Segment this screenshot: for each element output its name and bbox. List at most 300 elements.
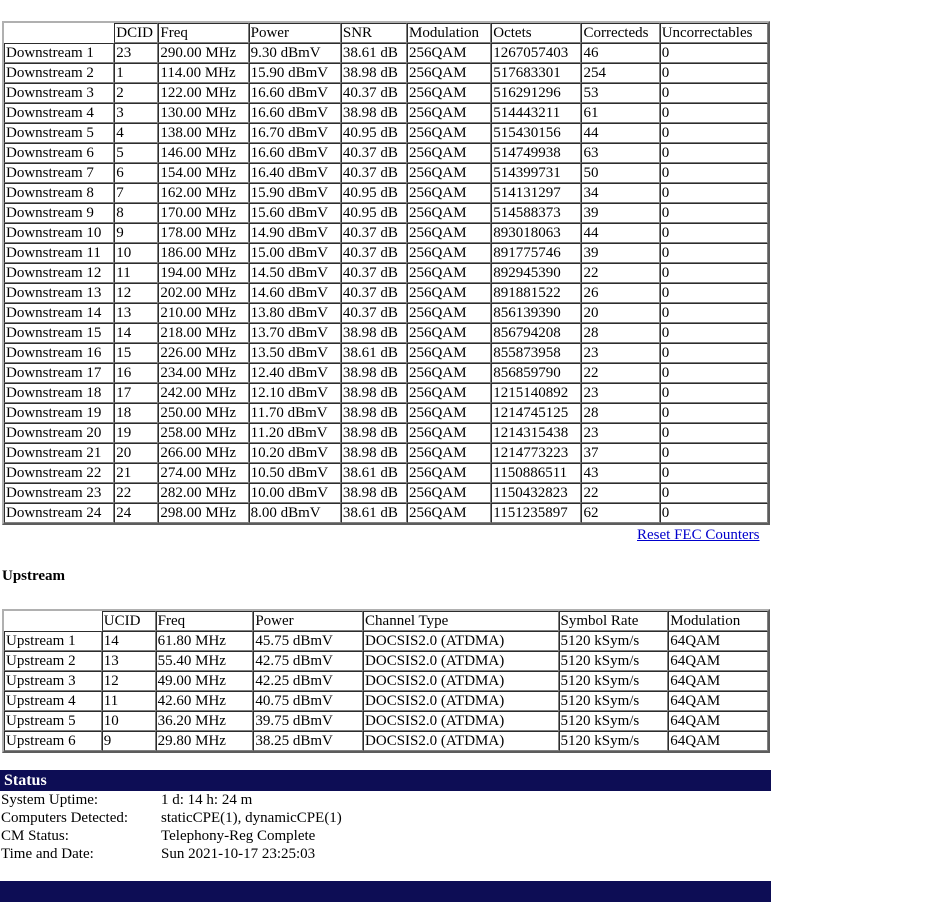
downstream-table-cell: 218.00 MHz bbox=[158, 323, 248, 343]
upstream-table-row bbox=[4, 671, 768, 691]
downstream-column-header: Modulation bbox=[407, 23, 491, 43]
downstream-table-cell: 22 bbox=[581, 263, 659, 283]
downstream-table-cell: 856139390 bbox=[491, 303, 581, 323]
downstream-table-cell: Downstream 19 bbox=[4, 403, 114, 423]
downstream-table-cell: 2 bbox=[114, 83, 158, 103]
downstream-table-cell: 21 bbox=[114, 463, 158, 483]
upstream-table-cell: 12 bbox=[102, 671, 156, 691]
downstream-table-cell: 515430156 bbox=[491, 123, 581, 143]
downstream-table-cell: 40.37 dB bbox=[341, 163, 407, 183]
downstream-table-cell: 0 bbox=[660, 123, 768, 143]
downstream-table-cell: 8.00 dBmV bbox=[249, 503, 341, 523]
downstream-table-cell: 17 bbox=[114, 383, 158, 403]
downstream-table-cell: 0 bbox=[660, 203, 768, 223]
downstream-column-header: Uncorrectables bbox=[660, 23, 768, 43]
downstream-table-cell: 258.00 MHz bbox=[158, 423, 248, 443]
downstream-table-cell: 19 bbox=[114, 423, 158, 443]
downstream-table-cell: 8 bbox=[114, 203, 158, 223]
downstream-table-cell: 186.00 MHz bbox=[158, 243, 248, 263]
upstream-column-header bbox=[4, 611, 102, 631]
downstream-table-cell: 43 bbox=[581, 463, 659, 483]
downstream-table-row bbox=[4, 443, 768, 463]
status-value: Sun 2021-10-17 23:25:03 bbox=[161, 846, 316, 862]
downstream-table-cell: Downstream 7 bbox=[4, 163, 114, 183]
downstream-table-cell: 516291296 bbox=[491, 83, 581, 103]
upstream-column-header: Freq bbox=[156, 611, 254, 631]
downstream-table-row bbox=[4, 143, 768, 163]
downstream-table-cell: 38.98 dB bbox=[341, 63, 407, 83]
downstream-table-cell: 256QAM bbox=[407, 183, 491, 203]
downstream-table-cell: 11.20 dBmV bbox=[249, 423, 341, 443]
downstream-header-row bbox=[4, 23, 768, 43]
upstream-table-cell: 11 bbox=[102, 691, 156, 711]
downstream-table-cell: 62 bbox=[581, 503, 659, 523]
downstream-table-cell: 40.37 dB bbox=[341, 243, 407, 263]
downstream-table-cell: 11.70 dBmV bbox=[249, 403, 341, 423]
downstream-table-cell: 256QAM bbox=[407, 223, 491, 243]
downstream-table-cell: Downstream 2 bbox=[4, 63, 114, 83]
downstream-table-cell: 38.98 dB bbox=[341, 383, 407, 403]
upstream-table-cell: 64QAM bbox=[668, 671, 768, 691]
downstream-table-cell: Downstream 6 bbox=[4, 143, 114, 163]
downstream-table-cell: 15.90 dBmV bbox=[249, 63, 341, 83]
downstream-table-cell: Downstream 15 bbox=[4, 323, 114, 343]
downstream-table-cell: 13.50 dBmV bbox=[249, 343, 341, 363]
upstream-table-cell: DOCSIS2.0 (ATDMA) bbox=[363, 731, 558, 751]
downstream-table-cell: 16.70 dBmV bbox=[249, 123, 341, 143]
downstream-table-cell: Downstream 13 bbox=[4, 283, 114, 303]
downstream-table-cell: 1215140892 bbox=[491, 383, 581, 403]
status-section-header: Status bbox=[0, 770, 771, 791]
downstream-table-cell: 23 bbox=[581, 423, 659, 443]
reset-fec-counters-link[interactable]: Reset FEC Counters bbox=[637, 527, 760, 543]
downstream-table-cell: 256QAM bbox=[407, 143, 491, 163]
downstream-table-cell: 514443211 bbox=[491, 103, 581, 123]
downstream-table-row bbox=[4, 463, 768, 483]
upstream-table-cell: 9 bbox=[102, 731, 156, 751]
downstream-table-cell: 256QAM bbox=[407, 263, 491, 283]
status-label: CM Status: bbox=[1, 828, 69, 844]
downstream-table-cell: 38.61 dB bbox=[341, 503, 407, 523]
upstream-table-cell: 10 bbox=[102, 711, 156, 731]
downstream-table-cell: 40.37 dB bbox=[341, 223, 407, 243]
downstream-table-row bbox=[4, 283, 768, 303]
downstream-table-cell: 0 bbox=[660, 63, 768, 83]
downstream-table-cell: Downstream 9 bbox=[4, 203, 114, 223]
downstream-table-cell: 61 bbox=[581, 103, 659, 123]
downstream-table-cell: 242.00 MHz bbox=[158, 383, 248, 403]
downstream-table-cell: 1214745125 bbox=[491, 403, 581, 423]
downstream-column-header: Octets bbox=[491, 23, 581, 43]
downstream-table-cell: 514749938 bbox=[491, 143, 581, 163]
downstream-table-cell: 256QAM bbox=[407, 103, 491, 123]
upstream-table-cell: 38.25 dBmV bbox=[253, 731, 363, 751]
downstream-table-cell: 250.00 MHz bbox=[158, 403, 248, 423]
downstream-column-header: DCID bbox=[114, 23, 158, 43]
downstream-table-cell: 0 bbox=[660, 83, 768, 103]
status-value: staticCPE(1), dynamicCPE(1) bbox=[161, 810, 342, 826]
downstream-table-cell: 0 bbox=[660, 363, 768, 383]
downstream-table-cell: 10.00 dBmV bbox=[249, 483, 341, 503]
upstream-table-cell: DOCSIS2.0 (ATDMA) bbox=[363, 691, 558, 711]
downstream-table-cell: 256QAM bbox=[407, 443, 491, 463]
downstream-table bbox=[2, 21, 770, 525]
downstream-table-row bbox=[4, 343, 768, 363]
downstream-table-cell: 9.30 dBmV bbox=[249, 43, 341, 63]
upstream-column-header: UCID bbox=[102, 611, 156, 631]
downstream-table-row bbox=[4, 243, 768, 263]
downstream-table-cell: 0 bbox=[660, 103, 768, 123]
downstream-table-cell: 38.98 dB bbox=[341, 363, 407, 383]
downstream-table-cell: 16.60 dBmV bbox=[249, 83, 341, 103]
downstream-table-cell: 162.00 MHz bbox=[158, 183, 248, 203]
status-table bbox=[1, 791, 342, 863]
downstream-table-cell: Downstream 18 bbox=[4, 383, 114, 403]
downstream-table-cell: 256QAM bbox=[407, 163, 491, 183]
downstream-table-cell: 37 bbox=[581, 443, 659, 463]
downstream-table-cell: 210.00 MHz bbox=[158, 303, 248, 323]
upstream-table-cell: 5120 kSym/s bbox=[559, 631, 669, 651]
upstream-column-header: Modulation bbox=[668, 611, 768, 631]
downstream-table-cell: 40.95 dB bbox=[341, 203, 407, 223]
downstream-column-header bbox=[4, 23, 114, 43]
downstream-table-cell: 256QAM bbox=[407, 43, 491, 63]
downstream-table-row bbox=[4, 483, 768, 503]
downstream-table-cell: 517683301 bbox=[491, 63, 581, 83]
downstream-table-cell: 256QAM bbox=[407, 423, 491, 443]
upstream-table-cell: 49.00 MHz bbox=[156, 671, 254, 691]
downstream-table-cell: Downstream 22 bbox=[4, 463, 114, 483]
downstream-table-row bbox=[4, 303, 768, 323]
downstream-table-cell: 16.60 dBmV bbox=[249, 103, 341, 123]
upstream-table-row bbox=[4, 711, 768, 731]
downstream-table-cell: 114.00 MHz bbox=[158, 63, 248, 83]
downstream-table-cell: 22 bbox=[581, 363, 659, 383]
downstream-table-cell: 256QAM bbox=[407, 203, 491, 223]
downstream-table-row bbox=[4, 363, 768, 383]
downstream-table-cell: Downstream 3 bbox=[4, 83, 114, 103]
downstream-table-cell: 28 bbox=[581, 323, 659, 343]
downstream-table-cell: 138.00 MHz bbox=[158, 123, 248, 143]
downstream-table-cell: 256QAM bbox=[407, 83, 491, 103]
downstream-table-cell: Downstream 11 bbox=[4, 243, 114, 263]
downstream-table-cell: 256QAM bbox=[407, 323, 491, 343]
status-label: System Uptime: bbox=[1, 792, 99, 808]
upstream-table-cell: 14 bbox=[102, 631, 156, 651]
upstream-table-row bbox=[4, 631, 768, 651]
upstream-heading: Upstream bbox=[2, 568, 66, 584]
downstream-table-cell: 12.40 dBmV bbox=[249, 363, 341, 383]
downstream-table-row bbox=[4, 503, 768, 523]
downstream-table-cell: 44 bbox=[581, 123, 659, 143]
upstream-table-cell: 29.80 MHz bbox=[156, 731, 254, 751]
downstream-table-cell: 0 bbox=[660, 263, 768, 283]
downstream-table-cell: 15 bbox=[114, 343, 158, 363]
downstream-table-cell: 0 bbox=[660, 343, 768, 363]
downstream-table-cell: 856794208 bbox=[491, 323, 581, 343]
downstream-table-cell: 11 bbox=[114, 263, 158, 283]
downstream-table-cell: 14 bbox=[114, 323, 158, 343]
downstream-table-cell: 274.00 MHz bbox=[158, 463, 248, 483]
downstream-table-cell: 23 bbox=[581, 343, 659, 363]
downstream-table-cell: 298.00 MHz bbox=[158, 503, 248, 523]
downstream-table-cell: 23 bbox=[114, 43, 158, 63]
downstream-table-cell: 14.50 dBmV bbox=[249, 263, 341, 283]
upstream-table-cell: 42.25 dBmV bbox=[253, 671, 363, 691]
status-row bbox=[1, 791, 342, 809]
status-label: Time and Date: bbox=[1, 846, 94, 862]
downstream-table-cell: Downstream 23 bbox=[4, 483, 114, 503]
upstream-table-cell: 64QAM bbox=[668, 651, 768, 671]
downstream-table-cell: 14.60 dBmV bbox=[249, 283, 341, 303]
downstream-table-cell: 53 bbox=[581, 83, 659, 103]
downstream-table-cell: Downstream 12 bbox=[4, 263, 114, 283]
downstream-table-cell: 40.37 dB bbox=[341, 303, 407, 323]
downstream-table-cell: 9 bbox=[114, 223, 158, 243]
upstream-table-cell: 5120 kSym/s bbox=[559, 651, 669, 671]
downstream-table-row bbox=[4, 183, 768, 203]
downstream-table-cell: 38.98 dB bbox=[341, 423, 407, 443]
downstream-table-cell: 34 bbox=[581, 183, 659, 203]
downstream-table-cell: 893018063 bbox=[491, 223, 581, 243]
downstream-table-row bbox=[4, 403, 768, 423]
downstream-table-cell: 18 bbox=[114, 403, 158, 423]
downstream-table-cell: 3 bbox=[114, 103, 158, 123]
upstream-table-cell: 5120 kSym/s bbox=[559, 731, 669, 751]
upstream-table-cell: DOCSIS2.0 (ATDMA) bbox=[363, 651, 558, 671]
downstream-table-cell: 10.20 dBmV bbox=[249, 443, 341, 463]
downstream-table-cell: Downstream 17 bbox=[4, 363, 114, 383]
downstream-table-cell: 0 bbox=[660, 403, 768, 423]
downstream-table-cell: 15.60 dBmV bbox=[249, 203, 341, 223]
upstream-table-cell: 40.75 dBmV bbox=[253, 691, 363, 711]
downstream-table-cell: 202.00 MHz bbox=[158, 283, 248, 303]
downstream-table-cell: 24 bbox=[114, 503, 158, 523]
downstream-table-cell: 22 bbox=[114, 483, 158, 503]
downstream-table-cell: 15.00 dBmV bbox=[249, 243, 341, 263]
downstream-table-cell: 122.00 MHz bbox=[158, 83, 248, 103]
downstream-table-cell: 0 bbox=[660, 443, 768, 463]
downstream-table-cell: 13 bbox=[114, 303, 158, 323]
downstream-table-row bbox=[4, 43, 768, 63]
upstream-table-row bbox=[4, 691, 768, 711]
downstream-table-cell: 0 bbox=[660, 283, 768, 303]
downstream-column-header: SNR bbox=[341, 23, 407, 43]
downstream-table-cell: 12 bbox=[114, 283, 158, 303]
upstream-table-cell: DOCSIS2.0 (ATDMA) bbox=[363, 671, 558, 691]
downstream-table-cell: 39 bbox=[581, 203, 659, 223]
downstream-table-cell: 282.00 MHz bbox=[158, 483, 248, 503]
next-section-header bbox=[0, 881, 771, 902]
downstream-table-cell: 154.00 MHz bbox=[158, 163, 248, 183]
upstream-table-cell: 64QAM bbox=[668, 631, 768, 651]
downstream-table-cell: Downstream 24 bbox=[4, 503, 114, 523]
downstream-table-cell: 256QAM bbox=[407, 503, 491, 523]
downstream-table-cell: 16.60 dBmV bbox=[249, 143, 341, 163]
downstream-table-cell: 130.00 MHz bbox=[158, 103, 248, 123]
status-row bbox=[1, 827, 342, 845]
downstream-table-cell: 256QAM bbox=[407, 63, 491, 83]
downstream-table-cell: 26 bbox=[581, 283, 659, 303]
status-label: Computers Detected: bbox=[1, 810, 129, 826]
status-row bbox=[1, 845, 342, 863]
upstream-table-cell: 64QAM bbox=[668, 731, 768, 751]
upstream-table-cell: 64QAM bbox=[668, 691, 768, 711]
downstream-table-cell: 40.37 dB bbox=[341, 283, 407, 303]
downstream-table-cell: 891881522 bbox=[491, 283, 581, 303]
upstream-column-header: Channel Type bbox=[363, 611, 558, 631]
downstream-table-cell: Downstream 5 bbox=[4, 123, 114, 143]
downstream-table-cell: 0 bbox=[660, 243, 768, 263]
downstream-table-cell: 178.00 MHz bbox=[158, 223, 248, 243]
downstream-table-cell: 1150432823 bbox=[491, 483, 581, 503]
upstream-column-header: Symbol Rate bbox=[559, 611, 669, 631]
upstream-table-cell: Upstream 1 bbox=[4, 631, 102, 651]
downstream-table-cell: 256QAM bbox=[407, 483, 491, 503]
downstream-table-cell: 254 bbox=[581, 63, 659, 83]
downstream-table-cell: 0 bbox=[660, 483, 768, 503]
downstream-table-cell: 40.37 dB bbox=[341, 143, 407, 163]
downstream-table-cell: 14.90 dBmV bbox=[249, 223, 341, 243]
downstream-table-cell: 256QAM bbox=[407, 343, 491, 363]
downstream-table-cell: 256QAM bbox=[407, 123, 491, 143]
downstream-table-cell: 13.70 dBmV bbox=[249, 323, 341, 343]
downstream-table-cell: 0 bbox=[660, 223, 768, 243]
downstream-table-cell: 4 bbox=[114, 123, 158, 143]
downstream-table-cell: 170.00 MHz bbox=[158, 203, 248, 223]
upstream-table-cell: 61.80 MHz bbox=[156, 631, 254, 651]
downstream-table-row bbox=[4, 163, 768, 183]
downstream-table-cell: 1151235897 bbox=[491, 503, 581, 523]
downstream-table-cell: 0 bbox=[660, 163, 768, 183]
downstream-table-row bbox=[4, 203, 768, 223]
upstream-table-row bbox=[4, 731, 768, 751]
downstream-table-cell: 10.50 dBmV bbox=[249, 463, 341, 483]
downstream-table-cell: 16 bbox=[114, 363, 158, 383]
downstream-table-cell: 38.98 dB bbox=[341, 443, 407, 463]
upstream-header-row bbox=[4, 611, 768, 631]
downstream-table-cell: Downstream 1 bbox=[4, 43, 114, 63]
downstream-table-row bbox=[4, 383, 768, 403]
status-row bbox=[1, 809, 342, 827]
downstream-table-cell: 38.98 dB bbox=[341, 103, 407, 123]
downstream-table-cell: Downstream 21 bbox=[4, 443, 114, 463]
downstream-table-cell: 16.40 dBmV bbox=[249, 163, 341, 183]
downstream-table-cell: 0 bbox=[660, 303, 768, 323]
downstream-table-cell: 1214315438 bbox=[491, 423, 581, 443]
downstream-table-cell: 0 bbox=[660, 323, 768, 343]
upstream-table-row bbox=[4, 651, 768, 671]
downstream-table-cell: 290.00 MHz bbox=[158, 43, 248, 63]
downstream-table-row bbox=[4, 103, 768, 123]
downstream-table-cell: 256QAM bbox=[407, 243, 491, 263]
downstream-table-cell: 891775746 bbox=[491, 243, 581, 263]
downstream-column-header: Freq bbox=[158, 23, 248, 43]
downstream-table-cell: 13.80 dBmV bbox=[249, 303, 341, 323]
downstream-table-cell: 1267057403 bbox=[491, 43, 581, 63]
downstream-column-header: Correcteds bbox=[581, 23, 659, 43]
status-value: 1 d: 14 h: 24 m bbox=[161, 792, 253, 808]
downstream-table-cell: 38.98 dB bbox=[341, 403, 407, 423]
downstream-table-cell: 38.61 dB bbox=[341, 43, 407, 63]
downstream-table-row bbox=[4, 263, 768, 283]
downstream-table-cell: 0 bbox=[660, 463, 768, 483]
upstream-table-cell: 13 bbox=[102, 651, 156, 671]
status-value: Telephony-Reg Complete bbox=[161, 828, 316, 844]
downstream-table-cell: 10 bbox=[114, 243, 158, 263]
downstream-table-cell: 0 bbox=[660, 503, 768, 523]
upstream-table-cell: 64QAM bbox=[668, 711, 768, 731]
upstream-table-cell: 5120 kSym/s bbox=[559, 691, 669, 711]
downstream-table-row bbox=[4, 423, 768, 443]
upstream-table-cell: 5120 kSym/s bbox=[559, 711, 669, 731]
downstream-table-cell: 856859790 bbox=[491, 363, 581, 383]
downstream-column-header: Power bbox=[249, 23, 341, 43]
downstream-table-cell: 7 bbox=[114, 183, 158, 203]
downstream-table-cell: 234.00 MHz bbox=[158, 363, 248, 383]
upstream-table-cell: Upstream 4 bbox=[4, 691, 102, 711]
downstream-table-cell: 40.37 dB bbox=[341, 83, 407, 103]
downstream-table-cell: Downstream 8 bbox=[4, 183, 114, 203]
downstream-table-cell: 38.98 dB bbox=[341, 323, 407, 343]
upstream-column-header: Power bbox=[253, 611, 363, 631]
downstream-table-cell: 146.00 MHz bbox=[158, 143, 248, 163]
downstream-table-cell: 0 bbox=[660, 423, 768, 443]
upstream-table-cell: Upstream 5 bbox=[4, 711, 102, 731]
downstream-table-cell: Downstream 16 bbox=[4, 343, 114, 363]
downstream-table-cell: 1150886511 bbox=[491, 463, 581, 483]
upstream-table-cell: 42.75 dBmV bbox=[253, 651, 363, 671]
upstream-table-cell: 42.60 MHz bbox=[156, 691, 254, 711]
upstream-table-cell: 36.20 MHz bbox=[156, 711, 254, 731]
downstream-table-cell: 5 bbox=[114, 143, 158, 163]
downstream-table-cell: 256QAM bbox=[407, 463, 491, 483]
downstream-table-cell: 63 bbox=[581, 143, 659, 163]
downstream-table-cell: 892945390 bbox=[491, 263, 581, 283]
upstream-table-cell: 39.75 dBmV bbox=[253, 711, 363, 731]
downstream-table-cell: 38.98 dB bbox=[341, 483, 407, 503]
downstream-table-row bbox=[4, 123, 768, 143]
downstream-table-cell: Downstream 4 bbox=[4, 103, 114, 123]
downstream-table-cell: 12.10 dBmV bbox=[249, 383, 341, 403]
downstream-table-cell: 226.00 MHz bbox=[158, 343, 248, 363]
downstream-table-cell: 22 bbox=[581, 483, 659, 503]
downstream-table-cell: 256QAM bbox=[407, 363, 491, 383]
downstream-table-cell: 23 bbox=[581, 383, 659, 403]
downstream-table-cell: 266.00 MHz bbox=[158, 443, 248, 463]
downstream-table-cell: 514588373 bbox=[491, 203, 581, 223]
downstream-table-cell: 40.37 dB bbox=[341, 263, 407, 283]
downstream-table-cell: 39 bbox=[581, 243, 659, 263]
downstream-table-row bbox=[4, 83, 768, 103]
downstream-table-cell: 0 bbox=[660, 183, 768, 203]
downstream-table-cell: 40.95 dB bbox=[341, 183, 407, 203]
downstream-table-cell: 514131297 bbox=[491, 183, 581, 203]
upstream-table-cell: DOCSIS2.0 (ATDMA) bbox=[363, 711, 558, 731]
downstream-table-cell: 256QAM bbox=[407, 303, 491, 323]
downstream-table-cell: 256QAM bbox=[407, 383, 491, 403]
downstream-table-cell: 1 bbox=[114, 63, 158, 83]
downstream-table-cell: 256QAM bbox=[407, 283, 491, 303]
downstream-table-cell: 0 bbox=[660, 383, 768, 403]
downstream-table-cell: 855873958 bbox=[491, 343, 581, 363]
upstream-table-cell: 45.75 dBmV bbox=[253, 631, 363, 651]
downstream-table-row bbox=[4, 63, 768, 83]
upstream-table-cell: 55.40 MHz bbox=[156, 651, 254, 671]
upstream-table-cell: Upstream 6 bbox=[4, 731, 102, 751]
downstream-table-cell: 6 bbox=[114, 163, 158, 183]
downstream-table-row bbox=[4, 223, 768, 243]
